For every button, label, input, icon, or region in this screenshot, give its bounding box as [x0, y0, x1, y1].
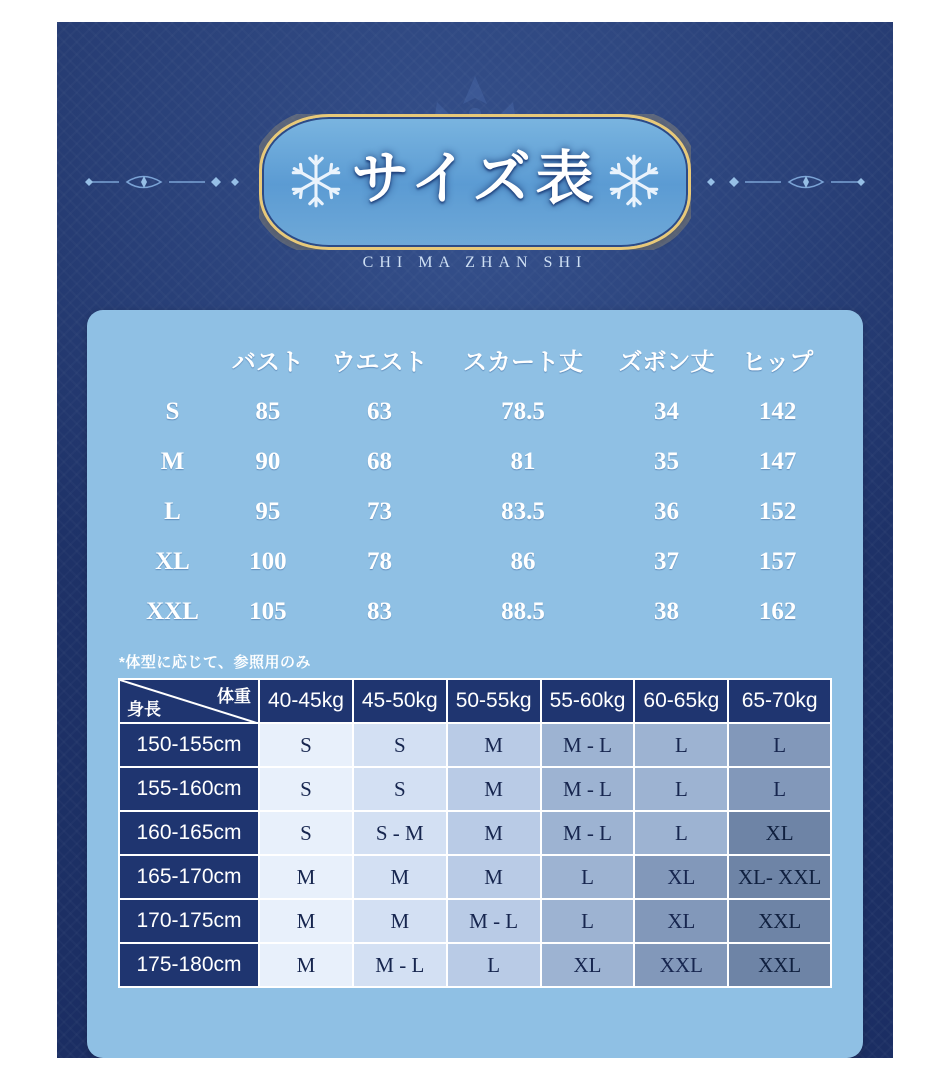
cell-skirt-length: 83.5	[501, 498, 545, 525]
matrix-cell: M	[353, 855, 447, 899]
column-header: ズボン丈	[618, 350, 715, 376]
cell-hip: 157	[758, 548, 797, 575]
row-size-label: XL	[155, 548, 190, 575]
row-size-label: XXL	[146, 598, 199, 625]
matrix-height-row-header: 155-160cm	[119, 767, 259, 811]
matrix-cell: M - L	[541, 723, 635, 767]
matrix-cell: S - M	[353, 811, 447, 855]
matrix-cell: L	[447, 943, 541, 987]
matrix-cell: S	[353, 723, 447, 767]
cell-skirt-length: 88.5	[501, 598, 545, 625]
matrix-row	[119, 855, 831, 899]
matrix-cell: M - L	[541, 767, 635, 811]
matrix-cell: L	[634, 811, 728, 855]
cell-waist: 63	[366, 398, 392, 425]
matrix-corner-cell	[119, 679, 259, 723]
matrix-height-row-header: 165-170cm	[119, 855, 259, 899]
table-row	[125, 387, 825, 437]
size-recommendation-matrix-wrap	[118, 678, 832, 988]
matrix-cell: XL	[728, 811, 831, 855]
matrix-row	[119, 767, 831, 811]
matrix-header-row	[119, 679, 831, 723]
measurements-table	[125, 336, 825, 637]
cell-waist: 78	[366, 548, 392, 575]
matrix-height-label: 身長	[127, 700, 161, 719]
cell-hip: 147	[758, 448, 797, 475]
top-white-strip	[0, 0, 950, 22]
matrix-cell: XL	[634, 899, 728, 943]
matrix-cell: S	[259, 723, 353, 767]
cell-skirt-length: 86	[510, 548, 536, 575]
matrix-cell: XXL	[728, 899, 831, 943]
row-size-label: S	[165, 398, 180, 425]
matrix-height-row-header: 150-155cm	[119, 723, 259, 767]
matrix-height-row-header: 170-175cm	[119, 899, 259, 943]
matrix-row	[119, 811, 831, 855]
matrix-cell: XXL	[728, 943, 831, 987]
matrix-row	[119, 943, 831, 987]
column-header: ウエスト	[331, 350, 428, 376]
cell-pants-length: 34	[653, 398, 679, 425]
table-row	[125, 537, 825, 587]
matrix-cell: L	[634, 723, 728, 767]
matrix-weight-column-header: 45-50kg	[353, 679, 447, 723]
matrix-cell: L	[634, 767, 728, 811]
cell-waist: 73	[366, 498, 392, 525]
cell-bust: 105	[249, 598, 287, 625]
matrix-cell: XXL	[634, 943, 728, 987]
matrix-cell: M	[447, 767, 541, 811]
cell-bust: 90	[255, 448, 281, 475]
table-row	[125, 587, 825, 637]
matrix-cell: M	[447, 811, 541, 855]
table-header-row	[125, 336, 825, 387]
matrix-cell: M	[259, 899, 353, 943]
cell-pants-length: 38	[653, 598, 679, 625]
matrix-cell: L	[541, 855, 635, 899]
right-margin	[893, 0, 950, 1080]
cell-waist: 83	[366, 598, 392, 625]
size-chart-sheet	[57, 22, 893, 1080]
matrix-row	[119, 899, 831, 943]
column-header: ヒップ	[741, 350, 814, 376]
matrix-cell: S	[353, 767, 447, 811]
matrix-cell: S	[259, 767, 353, 811]
cell-hip: 142	[758, 398, 797, 425]
matrix-cell: M - L	[447, 899, 541, 943]
cell-waist: 68	[366, 448, 392, 475]
matrix-cell: M	[447, 723, 541, 767]
matrix-weight-column-header: 55-60kg	[541, 679, 635, 723]
matrix-cell: L	[541, 899, 635, 943]
cell-skirt-length: 78.5	[501, 398, 545, 425]
matrix-cell: M - L	[353, 943, 447, 987]
cell-hip: 152	[758, 498, 797, 525]
matrix-cell: M - L	[541, 811, 635, 855]
left-flourish-icon	[83, 167, 253, 197]
matrix-row	[119, 723, 831, 767]
cell-pants-length: 37	[653, 548, 679, 575]
column-header	[125, 336, 220, 387]
matrix-weight-column-header: 65-70kg	[728, 679, 831, 723]
matrix-cell: XL- XXL	[728, 855, 831, 899]
matrix-weight-column-header: 40-45kg	[259, 679, 353, 723]
cell-bust: 95	[255, 498, 281, 525]
title-banner	[57, 114, 893, 250]
matrix-cell: M	[353, 899, 447, 943]
reference-note: *体型に応じて、参照用のみ	[119, 654, 312, 671]
cell-bust: 85	[255, 398, 281, 425]
matrix-cell: L	[728, 723, 831, 767]
column-header: スカート丈	[462, 350, 583, 376]
table-row	[125, 487, 825, 537]
cell-skirt-length: 81	[510, 448, 536, 475]
bottom-white-strip	[0, 1058, 950, 1080]
column-header: バスト	[231, 350, 304, 376]
matrix-cell: M	[259, 943, 353, 987]
left-margin	[0, 0, 57, 1080]
size-recommendation-matrix	[118, 678, 832, 988]
matrix-weight-column-header: 60-65kg	[634, 679, 728, 723]
page-title: サイズ表	[351, 146, 599, 211]
matrix-weight-label: 体重	[217, 687, 251, 706]
row-size-label: M	[160, 448, 185, 475]
matrix-cell: M	[259, 855, 353, 899]
row-size-label: L	[164, 498, 181, 525]
content-panel	[87, 310, 863, 1058]
matrix-cell: S	[259, 811, 353, 855]
snowflake-icon	[603, 150, 665, 212]
cell-pants-length: 35	[653, 448, 679, 475]
matrix-cell: XL	[634, 855, 728, 899]
matrix-weight-column-header: 50-55kg	[447, 679, 541, 723]
right-flourish-icon	[697, 167, 867, 197]
cell-hip: 162	[758, 598, 797, 625]
matrix-cell: L	[728, 767, 831, 811]
table-row	[125, 437, 825, 487]
page-subtitle: CHI MA ZHAN SHI	[362, 254, 588, 271]
matrix-height-row-header: 160-165cm	[119, 811, 259, 855]
banner-plate	[259, 114, 691, 250]
matrix-cell: XL	[541, 943, 635, 987]
cell-pants-length: 36	[653, 498, 679, 525]
matrix-height-row-header: 175-180cm	[119, 943, 259, 987]
matrix-cell: M	[447, 855, 541, 899]
cell-bust: 100	[249, 548, 287, 575]
